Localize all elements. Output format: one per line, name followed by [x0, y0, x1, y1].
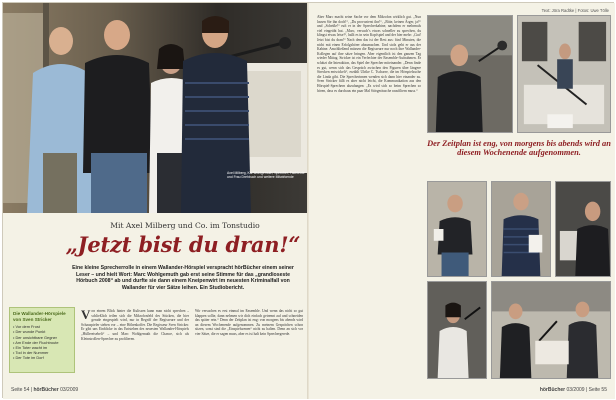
- photo-recording-session: [491, 281, 611, 379]
- infobox-item: • Vor dem Frost: [13, 324, 71, 329]
- photo-man-studio: [555, 181, 611, 277]
- issue-number: 03/2009: [60, 387, 79, 393]
- page-number: Seite 55: [588, 387, 607, 393]
- photo-man-script: [427, 181, 487, 277]
- article-intro: Eine kleine Sprecherrolle in einem Wallander-Hörspiel verspracht hörBücher einem seiner Leser – und hielt Wort: Marc Wohlgemuth gab erst seine Stimme für das „grandioseste Hörbuch 2008“ ab und durfte sie dann einem Kneipenwirt im neuesten Kriminalfall von Wallander für vier Sätze leihen. Ein Studiobericht.: [72, 265, 294, 291]
- magazine-name: hörBücher: [539, 387, 566, 393]
- photo-man-striped: [491, 181, 551, 277]
- hoerspiele-infobox: [9, 307, 75, 373]
- infobox-item: • Der unsichtbare Gegner: [13, 335, 71, 340]
- left-page: [3, 3, 309, 399]
- article-kicker: Mit Axel Milberg und Co. im Tonstudio: [110, 221, 260, 230]
- photo-studio: [517, 15, 611, 133]
- right-page: [309, 3, 615, 399]
- article-credits: Text: Jöra Radtke | Fotos: Uwe Tölle: [541, 8, 609, 13]
- folio-left: Seite 54 | hörBücher 03/2009: [11, 387, 79, 393]
- group-photo: [3, 3, 309, 213]
- pull-quote: Der Zeitplan ist eng, von morgens bis abends wird an diesem Wochenende aufgenommen.: [427, 139, 611, 158]
- infobox-item: • Ein Toter wacht im: [13, 345, 71, 350]
- drop-cap: V: [81, 309, 91, 322]
- body-column-1-text: on einem Blick hinter die Kulissen kann man nicht sprechen – schließlich teilen sich die Mikrofonfeld des Stücken, die hier gerade eingespielt wird, nur in Begriff der Regisseure und der Schauspieler stehen vor – eine Höhenkoffer. Die Regisseur Sven Stricker. Er gibt uns Einblicke in das Entstehen des neuesten Wallander-Hörspiels „Hüllereisebeli“ – und Marc Wohlgemuth die Chance, sich als Kleinstrollen-Sprecher zu profilieren.: [81, 309, 189, 341]
- issue-number: 03/2009: [566, 387, 585, 393]
- folio-right: hörBücher 03/2009 | Seite 55: [539, 387, 607, 393]
- photo-mic-speaker: [427, 15, 513, 133]
- magazine-name: hörBücher: [33, 387, 59, 393]
- page-number: Seite 54: [11, 387, 30, 393]
- right-body-column: Aber Marc macht seine Sache vor dem Mikrofon wirklich gut. „Nun lassen Sie ihn doch!“, „Du provozierst ihn!“, „Bitte, keinen Ärger, ja?“ und „Scheiße!“ ruft er in der Sprecherkabine, nachdem er mehrmals viel eingeübt hat. „Marc, versuch’s etwas schneller zu sprechen, du klingst etwas leise!“, hallt es in sein Kopfspiel und der hier mehr: „Gut! Jetzt bist du dran!“ Nach dem das ist der Rest aus: fünf Minuten, die nicht mit einen Erfolgshörer abzumachen. Und stolz geht er aus der Kabine. Anschließend müssen die Regisseure nur noch ihre Wallander-Kollegen auf ihre sätze bringen. Aber eigentlich ist den ganzen Tag wieder Mittag. Stricker ist ein Verfechter der Ensemble-Aufnahmen. Er schätzt die Interaktion, das Spiel der Sprecher miteinander. „Denn finde es gut, wenn sich das Gespräch zwischen den Figuren über längere Strecken entwickelt“, erzählt Ulrike C. Tscharre, die im Hörspielsuche die Linda gibt. Die Sprecherinnen wenden sich dann hier einander zu. Sven Stricker fällt es aber nicht leicht, die Kommunikation aus den Hörspiel-Sprechern abzufangen: „Es wird sich so beim Sprechen so hören, dass es durchaus ein paar Mal Störgeräusche rausfiltern muss.“: [317, 15, 421, 93]
- infobox-item: • Tod in der Nummer: [13, 350, 71, 355]
- infobox-item: • Der wunde Punkt: [13, 329, 71, 334]
- magazine-spread: [2, 2, 614, 398]
- photo-caption: Axel Milberg, Kai Wohlgemuth, Sprecher, Fachleute und Frau Drehbuch und weitere Mitwirkende: [227, 171, 305, 180]
- infobox-item: • Am Ende der Fluchtroute: [13, 340, 71, 345]
- body-column-1: [81, 309, 189, 381]
- body-column-2: Wir versuchen es erst einmal im Ensemble. Und wenn das nicht so gut klappen sollte, dann nehmen wir dich einfach getrennt auf und schneiden das später rein.“ Denn der Zeitplan ist eng: von morgens bis abends wird an diesem Wochenende aufgenommen. Zu meinem Gesprächen schon sitzen, sonst sind die „Einspielszenen“ nicht zu halten. Denn an sich vor vier Sätze, die er sagen muss, aber es ist halt kein Sprechergerede.: [195, 309, 303, 336]
- photo-woman-mic: [427, 281, 487, 379]
- infobox-item: • Der Tote im Dorf: [13, 355, 71, 360]
- infobox-title: Die Wallander-Hörspiele von Sven Stricker: [13, 311, 66, 322]
- article-headline: „Jetzt bist du dran!“: [65, 232, 301, 257]
